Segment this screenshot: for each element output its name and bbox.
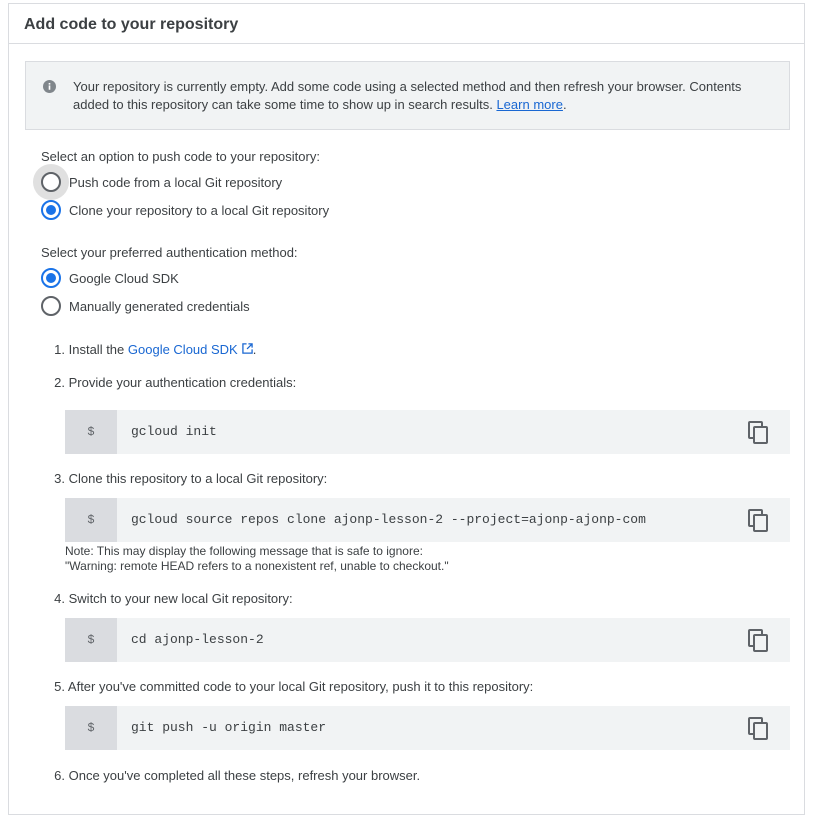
info-banner	[25, 61, 790, 130]
code-block-push	[65, 706, 790, 750]
command-text[interactable]: gcloud source repos clone ajonp-lesson-2 --project=ajonp-ajonp-com	[131, 512, 646, 527]
step-number: 4.	[54, 591, 65, 606]
copy-icon[interactable]	[748, 629, 770, 653]
command-text[interactable]: git push -u origin master	[131, 720, 327, 735]
step-5	[49, 679, 533, 694]
radio-push-local[interactable]	[41, 172, 282, 192]
google-cloud-sdk-link[interactable]	[128, 342, 253, 357]
shell-prompt: $	[65, 410, 117, 454]
radio-label: Clone your repository to a local Git repository	[69, 202, 330, 218]
note-line: Note: This may display the following message that is safe to ignore:	[65, 544, 423, 558]
code-block-init	[65, 410, 790, 454]
push-option-label: Select an option to push code to your repository:	[41, 149, 320, 164]
external-link-icon	[242, 343, 253, 354]
step-text: Install the	[68, 342, 128, 357]
copy-icon[interactable]	[748, 717, 770, 741]
radio-label: Google Cloud SDK	[69, 270, 179, 286]
step-text: After you've committed code to your local Git repository, push it to this repository:	[67, 679, 534, 694]
auth-method-label: Select your preferred authentication method:	[41, 245, 298, 260]
shell-prompt: $	[65, 618, 117, 662]
shell-prompt: $	[65, 498, 117, 542]
step-number: 6.	[54, 768, 65, 783]
radio-button[interactable]	[41, 296, 61, 316]
step-end: .	[252, 342, 257, 357]
step-number: 5.	[54, 679, 65, 694]
step-text: Clone this repository to a local Git repository:	[68, 471, 328, 486]
radio-manual-credentials[interactable]	[41, 296, 250, 316]
step-number: 3.	[54, 471, 65, 486]
radio-google-cloud-sdk[interactable]	[41, 268, 179, 288]
info-text	[73, 78, 773, 114]
note-warning: "Warning: remote HEAD refers to a nonexistent ref, unable to checkout."	[65, 559, 449, 573]
code-block-cd	[65, 618, 790, 662]
shell-prompt: $	[65, 706, 117, 750]
step-4	[49, 591, 293, 606]
copy-icon[interactable]	[748, 421, 770, 445]
radio-button-checked[interactable]	[41, 268, 61, 288]
step-text: Once you've completed all these steps, refresh your browser.	[68, 768, 421, 783]
card-title: Add code to your repository	[9, 4, 804, 44]
radio-label: Manually generated credentials	[69, 298, 250, 314]
info-end: .	[562, 97, 567, 112]
step-2	[49, 375, 296, 390]
command-text[interactable]: gcloud init	[131, 424, 217, 439]
code-block-clone	[65, 498, 790, 542]
radio-button[interactable]	[41, 172, 61, 192]
radio-label: Push code from a local Git repository	[69, 174, 283, 190]
add-code-card	[8, 3, 805, 815]
info-message: Your repository is currently empty. Add some code using a selected method and then refresh your browser. Contents added to this repository can take some time to show up in search results.	[73, 79, 742, 112]
radio-button-checked[interactable]	[41, 200, 61, 220]
link-label: Google Cloud SDK	[127, 342, 238, 357]
step-6	[49, 768, 420, 783]
radio-clone-local[interactable]	[41, 200, 329, 220]
info-icon	[43, 80, 56, 93]
clone-note	[65, 544, 449, 574]
copy-icon[interactable]	[748, 509, 770, 533]
step-1	[49, 342, 256, 357]
learn-more-link[interactable]: Learn more	[496, 97, 563, 112]
command-text[interactable]: cd ajonp-lesson-2	[131, 632, 264, 647]
step-text: Provide your authentication credentials:	[68, 375, 297, 390]
step-number: 1.	[54, 342, 65, 357]
step-number: 2.	[54, 375, 65, 390]
step-text: Switch to your new local Git repository:	[68, 591, 293, 606]
step-3	[49, 471, 327, 486]
